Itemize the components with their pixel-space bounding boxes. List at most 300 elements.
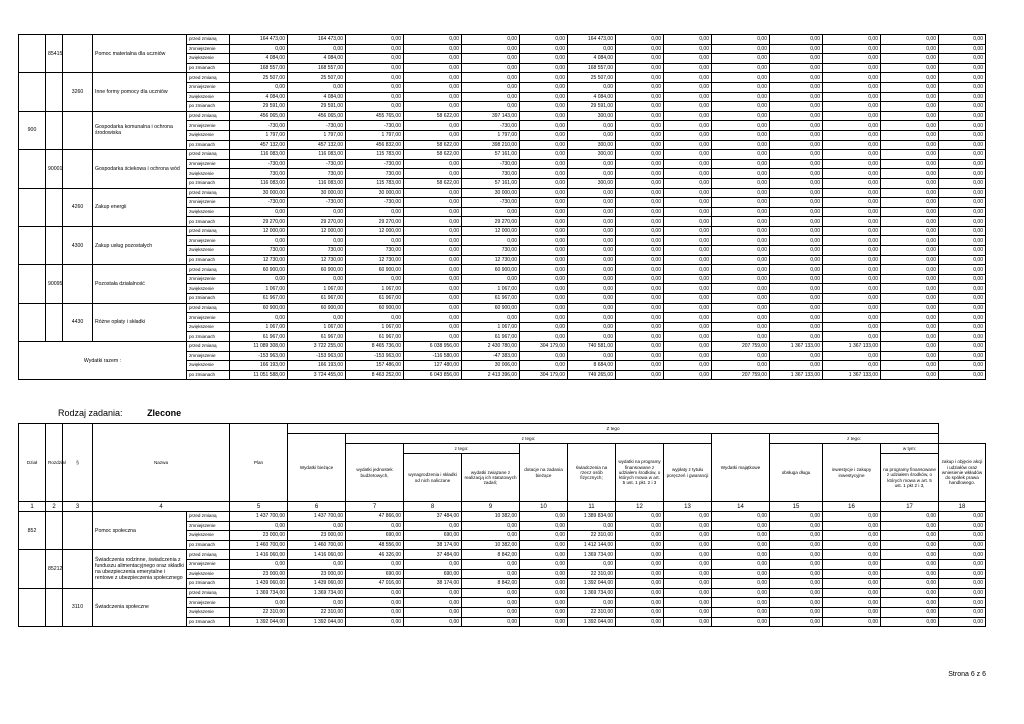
value-cell: 0,00 — [939, 512, 986, 522]
row-label: po zmianach — [187, 178, 230, 188]
value-cell: 1 460 700,00 — [288, 540, 346, 550]
value-cell: 0,00 — [881, 169, 939, 179]
value-cell: 0,00 — [520, 322, 568, 332]
value-cell: 0,00 — [939, 150, 986, 160]
value-cell: 0,00 — [520, 559, 568, 569]
value-cell: 0,00 — [770, 188, 823, 198]
value-cell: 12 000,00 — [462, 226, 520, 236]
value-cell: 0,00 — [823, 512, 881, 522]
value-cell: 29 591,00 — [230, 102, 288, 112]
value-cell: 300,00 — [568, 178, 616, 188]
value-cell: 23 000,00 — [288, 569, 346, 579]
budget-table-bottom — [18, 423, 986, 627]
row-label: zmniejszenie — [187, 521, 230, 531]
row-label: przed zmianą — [187, 303, 230, 313]
value-cell: 0,00 — [939, 111, 986, 121]
value-cell: 0,00 — [770, 313, 823, 323]
value-cell: 0,00 — [568, 284, 616, 294]
column-number: 18 — [939, 502, 986, 512]
col-w-tym-programy: na programy finansowane z udziałem środków, o których mowa w art. 5 ust. 1 pkt 2 i 3, — [881, 454, 939, 502]
value-cell: 0,00 — [664, 236, 712, 246]
value-cell: 0,00 — [939, 569, 986, 579]
value-cell: 0,00 — [288, 521, 346, 531]
value-cell: 1 067,00 — [346, 284, 404, 294]
row-label: po zmianach — [187, 294, 230, 304]
value-cell: 127 480,00 — [404, 361, 462, 371]
value-cell: 0,00 — [664, 579, 712, 589]
value-cell: 0,00 — [462, 44, 520, 54]
value-cell: 115 783,00 — [346, 150, 404, 160]
value-cell: 0,00 — [568, 255, 616, 265]
row-label: zwiększenie — [187, 361, 230, 371]
value-cell: 57 161,00 — [462, 150, 520, 160]
value-cell: 0,00 — [823, 361, 881, 371]
value-cell: 0,00 — [712, 44, 770, 54]
col-par: § — [63, 424, 93, 502]
value-cell: 0,00 — [881, 332, 939, 342]
paragraf-cell: 3110 — [63, 588, 93, 626]
value-cell: 0,00 — [823, 188, 881, 198]
row-label: zwiększenie — [187, 207, 230, 217]
row-label: po zmianach — [187, 255, 230, 265]
value-cell: -153 963,00 — [346, 351, 404, 361]
value-cell: 0,00 — [616, 255, 664, 265]
value-cell: 0,00 — [404, 44, 462, 54]
value-cell: 0,00 — [881, 82, 939, 92]
col-dzial: Dział — [19, 424, 46, 502]
value-cell: 0,00 — [520, 159, 568, 169]
rozdzial-cell: 85212 — [46, 550, 63, 588]
value-cell: 0,00 — [823, 140, 881, 150]
value-cell: 0,00 — [346, 521, 404, 531]
value-cell: 0,00 — [616, 579, 664, 589]
value-cell: 0,00 — [404, 226, 462, 236]
value-cell: 0,00 — [712, 294, 770, 304]
value-cell: 0,00 — [939, 617, 986, 627]
value-cell: 0,00 — [881, 265, 939, 275]
value-cell: 0,00 — [770, 236, 823, 246]
value-cell: 740 581,00 — [568, 342, 616, 352]
value-cell: 0,00 — [664, 284, 712, 294]
col-poreczenia: wypłaty z tytułu poręczeń i gwarancji — [664, 444, 712, 502]
value-cell: 0,00 — [881, 370, 939, 380]
group-name: Świadczenia społeczne — [93, 588, 187, 626]
value-cell: 0,00 — [770, 207, 823, 217]
value-cell: 0,00 — [939, 265, 986, 275]
value-cell: 0,00 — [712, 92, 770, 102]
value-cell: 0,00 — [568, 188, 616, 198]
value-cell: 0,00 — [712, 217, 770, 227]
value-cell: 0,00 — [520, 569, 568, 579]
col-dotacje: dotacje na zadania bieżące — [520, 444, 568, 502]
column-number: 15 — [770, 502, 823, 512]
value-cell: 0,00 — [881, 540, 939, 550]
value-cell: 0,00 — [664, 559, 712, 569]
value-cell: 0,00 — [770, 521, 823, 531]
row-label: przed zmianą — [187, 150, 230, 160]
value-cell: 0,00 — [823, 130, 881, 140]
value-cell: 0,00 — [712, 284, 770, 294]
value-cell: 0,00 — [404, 188, 462, 198]
value-cell: 0,00 — [881, 111, 939, 121]
column-number: 7 — [346, 502, 404, 512]
value-cell: 8 842,00 — [462, 550, 520, 560]
value-cell: 0,00 — [404, 246, 462, 256]
row-label: zwiększenie — [187, 130, 230, 140]
value-cell: 0,00 — [712, 54, 770, 64]
value-cell: 23 000,00 — [230, 531, 288, 541]
value-cell: 0,00 — [881, 188, 939, 198]
value-cell: 0,00 — [230, 44, 288, 54]
value-cell: 0,00 — [823, 35, 881, 45]
value-cell: 1 437 700,00 — [230, 512, 288, 522]
value-cell: 47 016,00 — [346, 579, 404, 589]
value-cell: 0,00 — [404, 130, 462, 140]
value-cell: 0,00 — [712, 265, 770, 275]
value-cell: 0,00 — [823, 82, 881, 92]
value-cell: 0,00 — [823, 559, 881, 569]
row-label: przed zmianą — [187, 226, 230, 236]
value-cell: 0,00 — [664, 82, 712, 92]
value-cell: 0,00 — [616, 102, 664, 112]
value-cell: 12 000,00 — [230, 226, 288, 236]
value-cell: 60 900,00 — [230, 303, 288, 313]
column-number: 14 — [712, 502, 770, 512]
value-cell: 0,00 — [568, 303, 616, 313]
value-cell: 0,00 — [462, 313, 520, 323]
value-cell: 0,00 — [939, 255, 986, 265]
row-label: zmniejszenie — [187, 236, 230, 246]
value-cell: 0,00 — [404, 274, 462, 284]
value-cell: 0,00 — [881, 322, 939, 332]
value-cell: -153 963,00 — [230, 351, 288, 361]
value-cell: 0,00 — [664, 588, 712, 598]
value-cell: 116 083,00 — [230, 150, 288, 160]
task-type-label: Rodzaj zadania: — [58, 408, 123, 418]
value-cell: 0,00 — [664, 255, 712, 265]
value-cell: 8 465 736,00 — [346, 342, 404, 352]
value-cell: 207 759,00 — [712, 342, 770, 352]
value-cell: 29 591,00 — [288, 102, 346, 112]
value-cell: 0,00 — [770, 294, 823, 304]
value-cell: 0,00 — [881, 35, 939, 45]
value-cell: 0,00 — [939, 169, 986, 179]
value-cell: 0,00 — [770, 82, 823, 92]
value-cell: 0,00 — [288, 313, 346, 323]
value-cell: 0,00 — [770, 274, 823, 284]
value-cell: 37 484,00 — [404, 512, 462, 522]
value-cell: 0,00 — [664, 73, 712, 83]
value-cell: 749 265,00 — [568, 370, 616, 380]
value-cell: 0,00 — [616, 598, 664, 608]
value-cell: 0,00 — [881, 607, 939, 617]
row-label: przed zmianą — [187, 550, 230, 560]
value-cell: 1 067,00 — [288, 322, 346, 332]
value-cell: 0,00 — [823, 322, 881, 332]
value-cell: 0,00 — [404, 559, 462, 569]
value-cell: 61 967,00 — [288, 294, 346, 304]
value-cell: 0,00 — [881, 226, 939, 236]
value-cell: 0,00 — [520, 294, 568, 304]
value-cell: 0,00 — [520, 303, 568, 313]
value-cell: 0,00 — [520, 361, 568, 371]
value-cell: 0,00 — [230, 313, 288, 323]
value-cell: 0,00 — [823, 226, 881, 236]
value-cell: 0,00 — [616, 550, 664, 560]
column-number: 16 — [823, 502, 881, 512]
value-cell: 1 367 133,00 — [823, 370, 881, 380]
value-cell: 58 622,00 — [404, 178, 462, 188]
value-cell: 0,00 — [881, 274, 939, 284]
value-cell: 0,00 — [616, 284, 664, 294]
value-cell: 0,00 — [712, 332, 770, 342]
value-cell: 0,00 — [520, 44, 568, 54]
value-cell: 0,00 — [520, 217, 568, 227]
value-cell: 0,00 — [520, 111, 568, 121]
rozdzial-cell — [46, 588, 63, 626]
value-cell: 30 000,00 — [462, 188, 520, 198]
value-cell: 0,00 — [404, 265, 462, 275]
column-number: 4 — [93, 502, 230, 512]
value-cell: -47 383,00 — [462, 351, 520, 361]
value-cell: 0,00 — [520, 540, 568, 550]
value-cell: -730,00 — [346, 121, 404, 131]
value-cell: 1 416 060,00 — [230, 550, 288, 560]
value-cell: 0,00 — [770, 159, 823, 169]
value-cell: 0,00 — [616, 322, 664, 332]
value-cell: 0,00 — [462, 569, 520, 579]
rozdzial-cell — [46, 512, 63, 550]
value-cell: 1 369 734,00 — [230, 588, 288, 598]
table-header — [19, 424, 986, 512]
table-row — [19, 342, 986, 352]
table-row — [19, 35, 986, 45]
value-cell: 398 210,00 — [462, 140, 520, 150]
value-cell: 0,00 — [616, 44, 664, 54]
paragraf-cell — [63, 550, 93, 588]
value-cell: 0,00 — [939, 159, 986, 169]
value-cell: 0,00 — [462, 598, 520, 608]
value-cell: 12 730,00 — [230, 255, 288, 265]
value-cell: 0,00 — [770, 265, 823, 275]
value-cell: 0,00 — [939, 73, 986, 83]
value-cell: 0,00 — [939, 246, 986, 256]
value-cell: 300,00 — [568, 140, 616, 150]
value-cell: 0,00 — [520, 284, 568, 294]
value-cell: 690,00 — [346, 531, 404, 541]
value-cell: 0,00 — [462, 236, 520, 246]
value-cell: 1 369 734,00 — [288, 588, 346, 598]
value-cell: 0,00 — [770, 322, 823, 332]
value-cell: -730,00 — [288, 159, 346, 169]
group-name: Pozostała działalność — [93, 265, 187, 303]
col-z-tego-lower: z tego: — [404, 444, 520, 454]
value-cell: 0,00 — [520, 521, 568, 531]
value-cell: 0,00 — [664, 274, 712, 284]
value-cell: 0,00 — [939, 274, 986, 284]
value-cell: 0,00 — [881, 217, 939, 227]
value-cell: 0,00 — [404, 82, 462, 92]
value-cell: 0,00 — [230, 274, 288, 284]
value-cell: 0,00 — [881, 130, 939, 140]
value-cell: 0,00 — [823, 111, 881, 121]
value-cell: 0,00 — [568, 169, 616, 179]
value-cell: 0,00 — [770, 35, 823, 45]
value-cell: 0,00 — [939, 188, 986, 198]
value-cell: 0,00 — [616, 111, 664, 121]
value-cell: 0,00 — [939, 92, 986, 102]
value-cell: 0,00 — [823, 303, 881, 313]
value-cell: 60 900,00 — [462, 265, 520, 275]
value-cell: 1 367 133,00 — [770, 342, 823, 352]
col-w-tym: w tym: — [881, 444, 939, 454]
value-cell: 0,00 — [823, 598, 881, 608]
value-cell: 166 193,00 — [288, 361, 346, 371]
rozdzial-cell: 90001 — [46, 150, 63, 188]
value-cell: 0,00 — [664, 512, 712, 522]
value-cell: 1 389 834,00 — [568, 512, 616, 522]
value-cell: 0,00 — [664, 159, 712, 169]
value-cell: 0,00 — [568, 198, 616, 208]
row-label: przed zmianą — [187, 35, 230, 45]
value-cell: 0,00 — [664, 198, 712, 208]
value-cell: 0,00 — [712, 178, 770, 188]
value-cell: 0,00 — [823, 63, 881, 73]
value-cell: 4 084,00 — [568, 92, 616, 102]
value-cell: 29 591,00 — [568, 102, 616, 112]
value-cell: 730,00 — [230, 246, 288, 256]
dzial-cell: 900 — [19, 111, 46, 149]
value-cell: 0,00 — [823, 207, 881, 217]
value-cell: 0,00 — [664, 63, 712, 73]
value-cell: 0,00 — [346, 82, 404, 92]
value-cell: 0,00 — [712, 226, 770, 236]
value-cell: 0,00 — [881, 579, 939, 589]
value-cell: 8 463 252,00 — [346, 370, 404, 380]
value-cell: 0,00 — [462, 531, 520, 541]
value-cell: 0,00 — [462, 73, 520, 83]
column-number: 17 — [881, 502, 939, 512]
value-cell: 0,00 — [520, 265, 568, 275]
value-cell: 60 900,00 — [346, 303, 404, 313]
column-number: 13 — [664, 502, 712, 512]
value-cell: 0,00 — [823, 73, 881, 83]
value-cell: 0,00 — [881, 92, 939, 102]
value-cell: 0,00 — [346, 35, 404, 45]
value-cell: 456 832,00 — [346, 140, 404, 150]
value-cell: 38 174,00 — [404, 540, 462, 550]
value-cell: 0,00 — [462, 274, 520, 284]
value-cell: 164 473,00 — [288, 35, 346, 45]
group-name: Pomoc społeczna — [93, 512, 187, 550]
value-cell: 61 967,00 — [230, 332, 288, 342]
row-label: zmniejszenie — [187, 351, 230, 361]
value-cell: 0,00 — [616, 150, 664, 160]
value-cell: 4 084,00 — [230, 92, 288, 102]
value-cell: 0,00 — [462, 82, 520, 92]
col-swiadczenia: świadczenia na rzecz osób fizycznych; — [568, 444, 616, 502]
value-cell: 0,00 — [520, 121, 568, 131]
value-cell: 0,00 — [712, 198, 770, 208]
value-cell: 164 473,00 — [568, 35, 616, 45]
value-cell: -730,00 — [462, 159, 520, 169]
value-cell: 23 000,00 — [230, 569, 288, 579]
value-cell: 0,00 — [568, 521, 616, 531]
value-cell: 0,00 — [520, 102, 568, 112]
value-cell: 61 967,00 — [346, 332, 404, 342]
value-cell: 58 622,00 — [404, 111, 462, 121]
value-cell: 0,00 — [616, 82, 664, 92]
row-label: po zmianach — [187, 579, 230, 589]
value-cell: 0,00 — [616, 226, 664, 236]
col-zadania-statutowe: wydatki związane z realizacją ich statutowych zadań; — [462, 454, 520, 502]
value-cell: 57 161,00 — [462, 178, 520, 188]
value-cell: 0,00 — [881, 198, 939, 208]
value-cell: 10 382,00 — [462, 540, 520, 550]
value-cell: 0,00 — [939, 44, 986, 54]
value-cell: 0,00 — [881, 361, 939, 371]
value-cell: 0,00 — [823, 169, 881, 179]
value-cell: 0,00 — [346, 73, 404, 83]
value-cell: 0,00 — [568, 313, 616, 323]
value-cell: 0,00 — [462, 92, 520, 102]
value-cell: 207 759,00 — [712, 370, 770, 380]
value-cell: -116 580,00 — [404, 351, 462, 361]
value-cell: 0,00 — [520, 140, 568, 150]
value-cell: 0,00 — [520, 82, 568, 92]
value-cell: 0,00 — [404, 598, 462, 608]
column-numbers-row — [19, 502, 986, 512]
row-label: zmniejszenie — [187, 159, 230, 169]
value-cell: 0,00 — [823, 54, 881, 64]
value-cell: 0,00 — [520, 246, 568, 256]
value-cell: 0,00 — [568, 226, 616, 236]
column-number: 9 — [462, 502, 520, 512]
value-cell: 0,00 — [568, 236, 616, 246]
table-row — [19, 226, 986, 236]
value-cell: 0,00 — [520, 617, 568, 627]
value-cell: 25 507,00 — [288, 73, 346, 83]
value-cell: 0,00 — [404, 169, 462, 179]
row-label: po zmianach — [187, 332, 230, 342]
value-cell: 0,00 — [616, 617, 664, 627]
value-cell: -730,00 — [230, 198, 288, 208]
value-cell: 12 730,00 — [346, 255, 404, 265]
value-cell: 1 367 133,00 — [770, 370, 823, 380]
value-cell: 0,00 — [346, 207, 404, 217]
value-cell: 4 084,00 — [568, 54, 616, 64]
value-cell: 0,00 — [939, 579, 986, 589]
value-cell: -730,00 — [288, 198, 346, 208]
value-cell: 0,00 — [939, 559, 986, 569]
row-label: przed zmianą — [187, 265, 230, 275]
group-name: Wydatki razem : — [19, 342, 187, 380]
row-label: zmniejszenie — [187, 313, 230, 323]
value-cell: 0,00 — [881, 121, 939, 131]
value-cell: 0,00 — [823, 265, 881, 275]
value-cell: 0,00 — [664, 332, 712, 342]
value-cell: 61 967,00 — [230, 294, 288, 304]
row-label: zwiększenie — [187, 569, 230, 579]
value-cell: 60 900,00 — [288, 303, 346, 313]
value-cell: 0,00 — [939, 35, 986, 45]
value-cell: 0,00 — [346, 236, 404, 246]
value-cell: 0,00 — [770, 246, 823, 256]
value-cell: 300,00 — [568, 150, 616, 160]
value-cell: -730,00 — [230, 121, 288, 131]
value-cell: 6 043 856,00 — [404, 370, 462, 380]
value-cell: 0,00 — [664, 130, 712, 140]
